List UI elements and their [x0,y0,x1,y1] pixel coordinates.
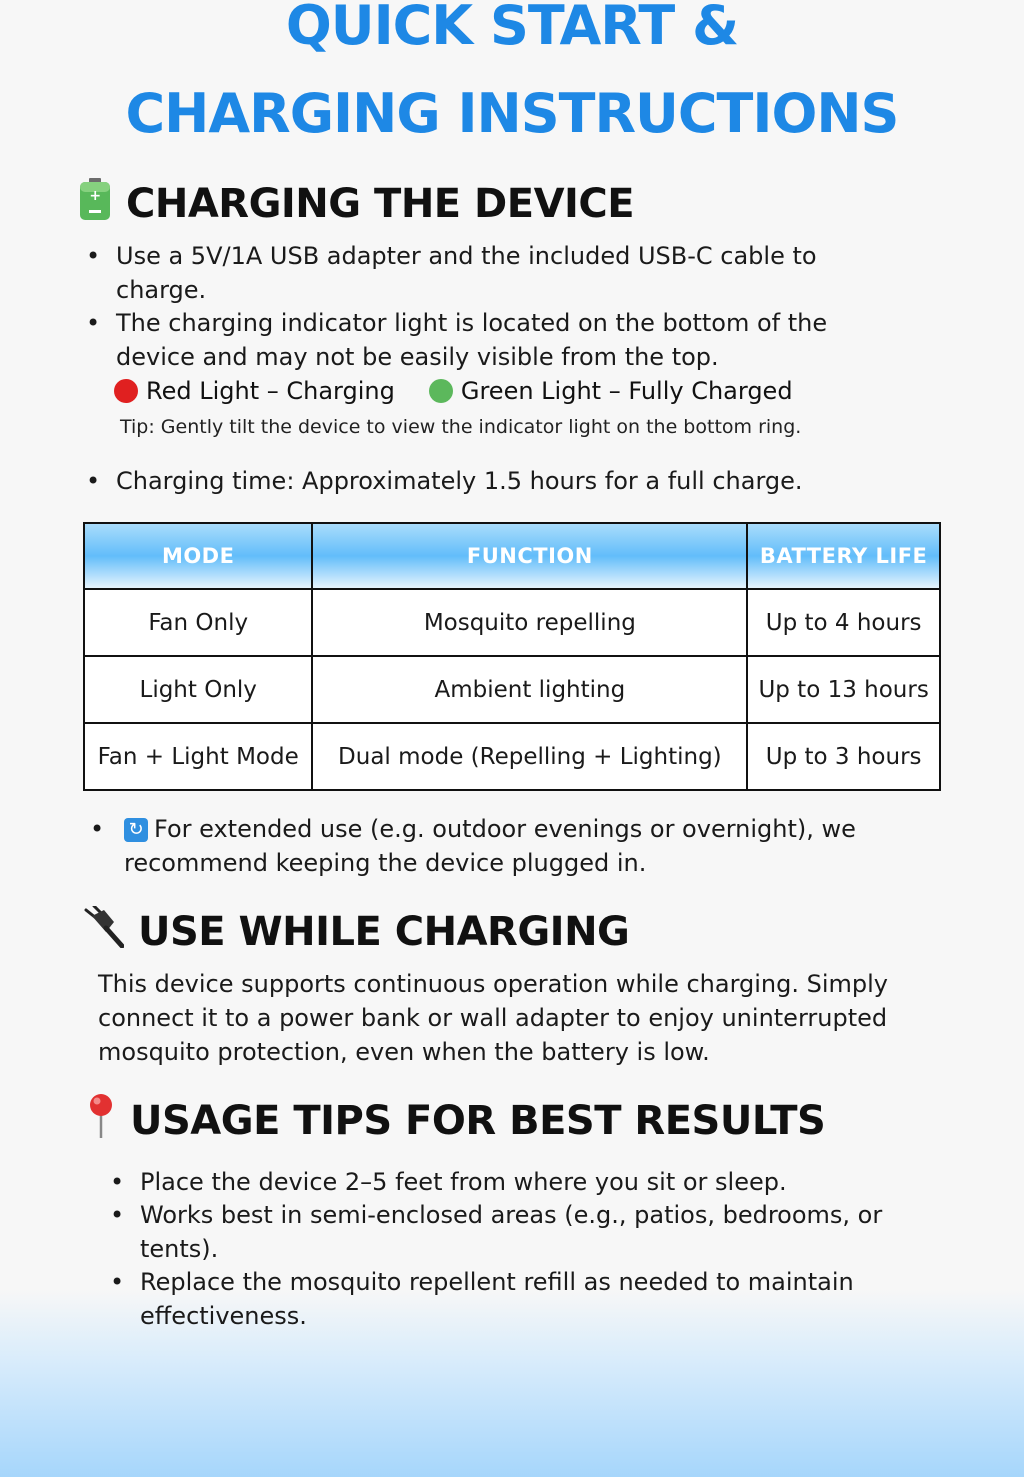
bullet-icon: • [86,242,101,270]
bullet-text: The charging indicator light is located on the bottom of the device and may not be easily visible from the top. [116,309,828,371]
green-dot-icon [429,379,453,403]
list-item [90,812,924,880]
title-line-1: QUICK START & [285,0,739,57]
list-item [110,1165,930,1199]
bullet-icon: • [110,1201,125,1229]
cell-battery-life: Up to 4 hours [747,589,940,656]
refresh-icon: ↻ [124,818,148,842]
list-item [110,1198,930,1266]
table-header-row [84,523,940,589]
use-while-charging-heading [84,906,629,958]
red-light-label: Red Light – Charging [146,377,395,405]
list-item [86,239,876,307]
bullet-icon: • [90,815,105,843]
battery-table [83,522,941,791]
battery-icon [78,178,112,230]
red-dot-icon [114,379,138,403]
cell-battery-life: Up to 3 hours [747,723,940,790]
list-item [110,1265,930,1333]
cell-function: Ambient lighting [312,656,747,723]
cell-function: Mosquito repelling [312,589,747,656]
bullet-text: Place the device 2–5 feet from where you sit or sleep. [140,1168,787,1196]
header-function: FUNCTION [312,523,747,589]
table-row [84,656,940,723]
cell-mode: Fan + Light Mode [84,723,312,790]
pin-icon [86,1093,116,1149]
header-mode: MODE [84,523,312,589]
bullet-icon: • [110,1268,125,1296]
bullet-text: Replace the mosquito repellent refill as needed to maintain effectiveness. [140,1268,854,1330]
use-while-charging-paragraph: This device supports continuous operation while charging. Simply connect it to a power bank or wall adapter to enjoy uninterrupted mosquito protection, even when the battery is low. [98,970,889,1066]
header-battery-life: BATTERY LIFE [747,523,940,589]
list-item [86,464,916,498]
title-line-2: CHARGING INSTRUCTIONS [125,82,899,145]
table-row [84,723,940,790]
usage-tips-heading-text: USAGE TIPS FOR BEST RESULTS [130,1098,826,1144]
table-row [84,589,940,656]
bullet-icon: • [86,309,101,337]
bullet-text: For extended use (e.g. outdoor evenings or overnight), we recommend keeping the device plugged in. [124,815,856,877]
cell-mode: Light Only [84,656,312,723]
svg-text:+: + [89,188,101,204]
cell-function: Dual mode (Repelling + Lighting) [312,723,747,790]
tip-text: Tip: Gently tilt the device to view the indicator light on the bottom ring. [120,416,802,438]
use-while-charging-heading-text: USE WHILE CHARGING [138,909,630,955]
cell-mode: Fan Only [84,589,312,656]
bullet-icon: • [86,467,101,495]
green-light-label: Green Light – Fully Charged [460,377,793,405]
charging-heading [78,178,634,230]
bullet-icon: • [110,1168,125,1196]
bullet-text: Charging time: Approximately 1.5 hours for a full charge. [116,467,803,495]
cell-battery-life: Up to 13 hours [747,656,940,723]
usage-tips-heading [86,1093,825,1149]
indicator-legend [114,374,793,408]
plug-icon [84,906,124,958]
charging-heading-text: CHARGING THE DEVICE [126,181,635,227]
list-item [86,306,896,374]
bullet-text: Use a 5V/1A USB adapter and the included USB-C cable to charge. [116,242,817,304]
bullet-text: Works best in semi-enclosed areas (e.g., patios, bedrooms, or tents). [140,1201,883,1263]
